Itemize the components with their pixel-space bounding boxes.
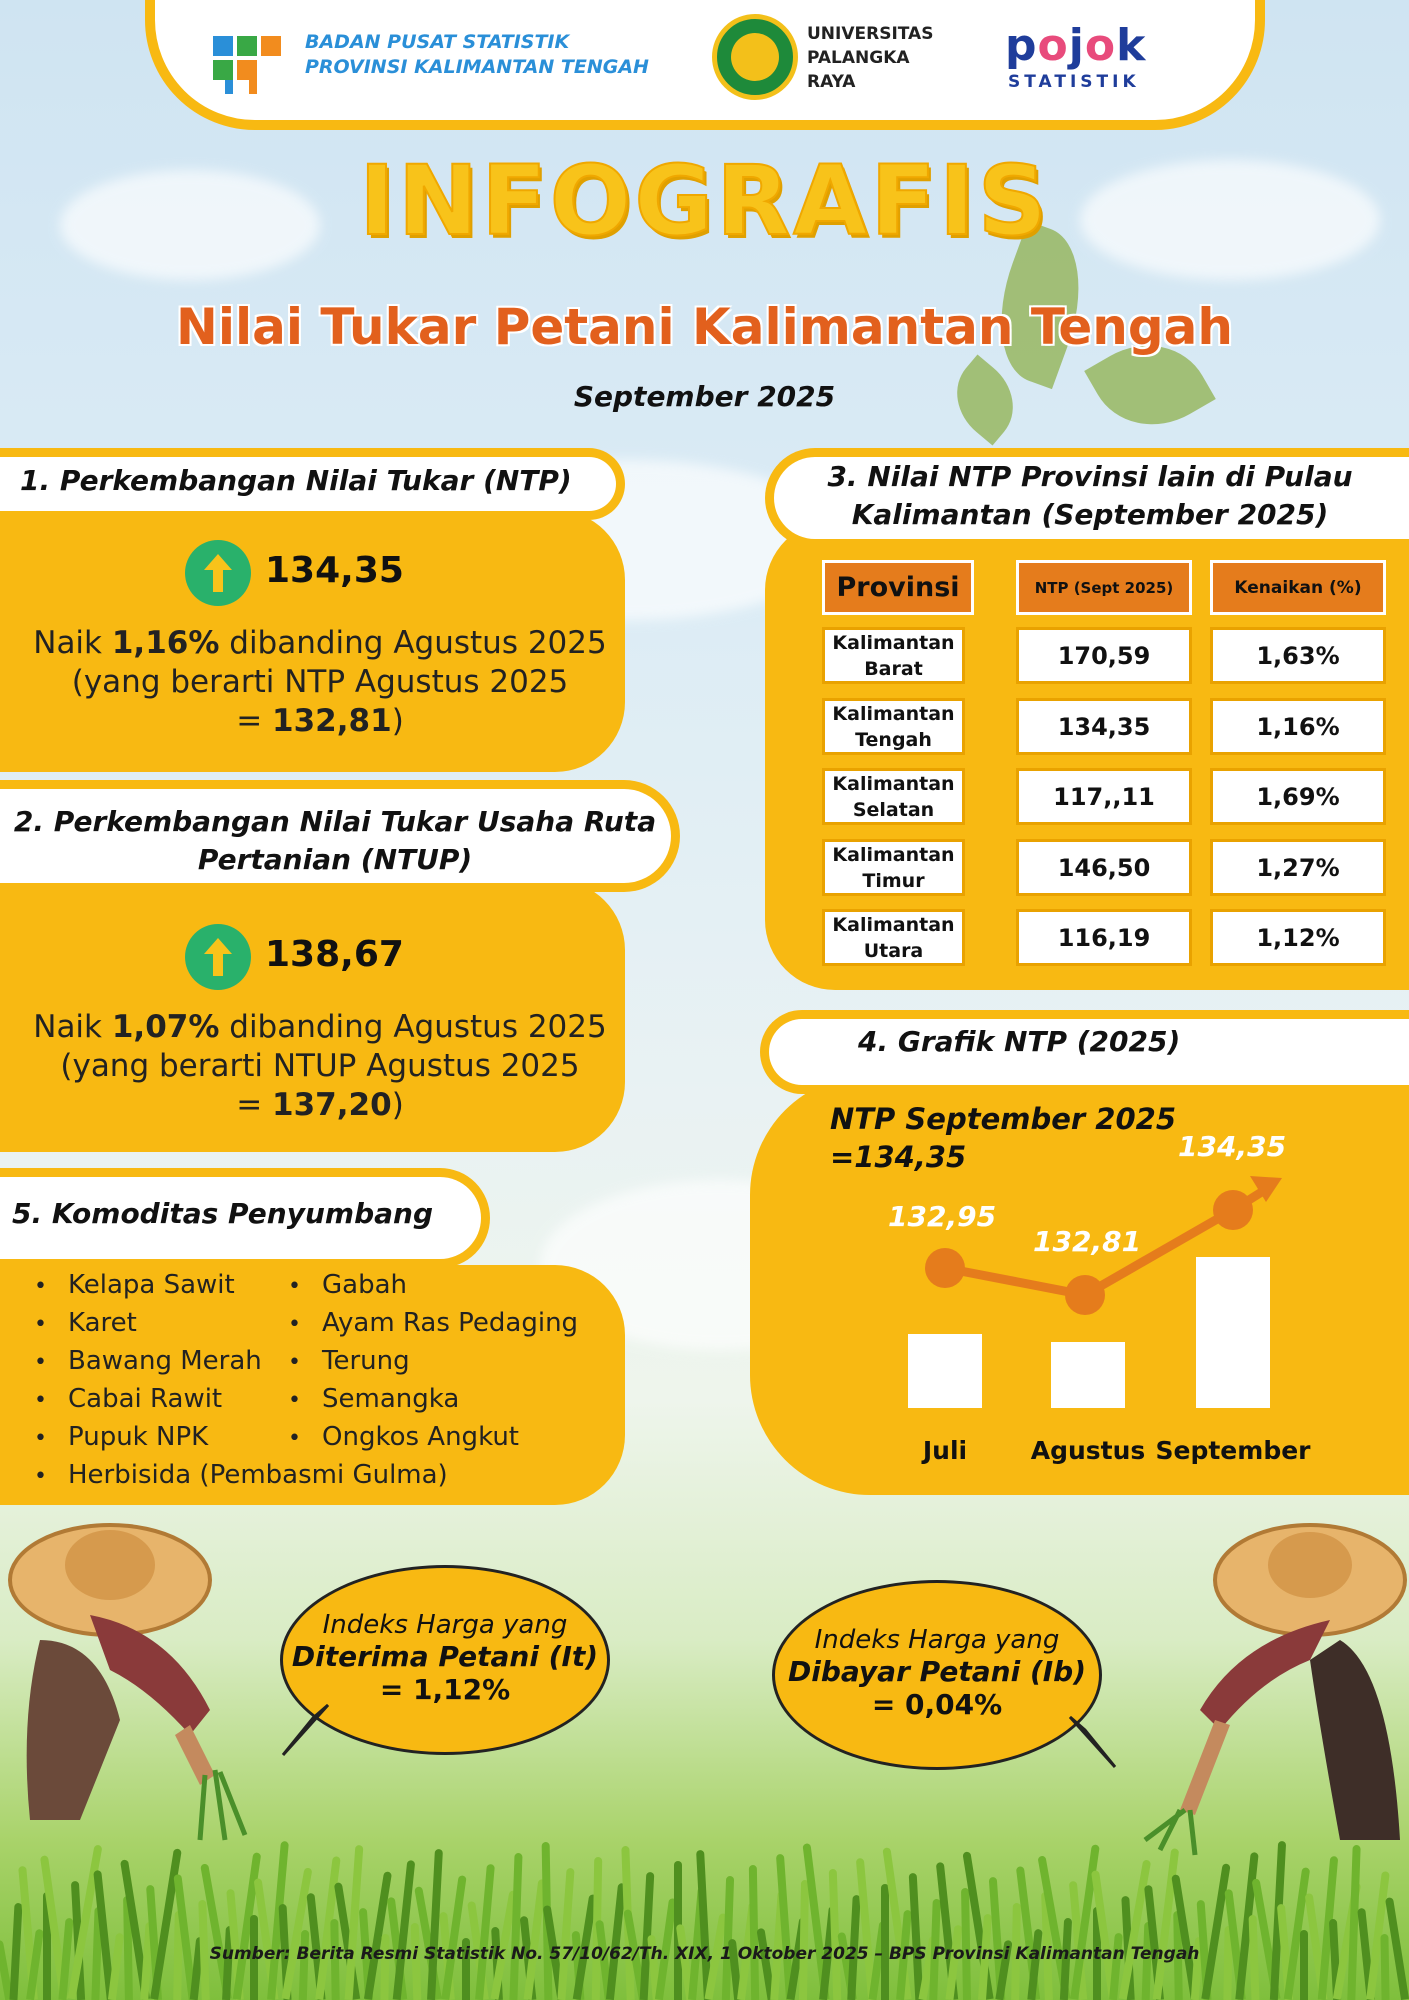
pojok-logo bbox=[1005, 22, 1146, 70]
grass-field bbox=[0, 1840, 1409, 2000]
section5-heading: 5. Komoditas Penyumbang bbox=[12, 1197, 433, 1230]
page-title: INFOGRAFIS bbox=[359, 145, 1050, 257]
grass-blade bbox=[299, 1930, 309, 2000]
table-cell-ntp: 117,,11 bbox=[1016, 768, 1192, 825]
up-arrow-icon bbox=[185, 540, 251, 606]
section3-heading-line1: 3. Nilai NTP Provinsi lain di Pulau bbox=[827, 460, 1353, 493]
table-cell-ntp: 116,19 bbox=[1016, 909, 1192, 966]
chart-caption bbox=[830, 1100, 1176, 1176]
ntp-desc-post: dibanding Agustus 2025 bbox=[219, 625, 607, 661]
ntp-previous-value: 132,81 bbox=[272, 703, 392, 739]
section2-heading-line2: Pertanian (NTUP) bbox=[197, 843, 473, 876]
table-cell-ntp: 146,50 bbox=[1016, 839, 1192, 896]
section2-heading bbox=[10, 803, 660, 879]
pojok-p: p bbox=[1005, 20, 1038, 71]
province-line2: Utara bbox=[863, 939, 924, 962]
bubble-it-line2: Diterima Petani (It) bbox=[291, 1640, 599, 1673]
bubble-tail bbox=[1060, 1712, 1120, 1772]
bubble-ib-value: = 0,04% bbox=[871, 1688, 1003, 1721]
university-name bbox=[807, 22, 933, 94]
list-item: • Pupuk NPK bbox=[34, 1419, 448, 1457]
chart-x-label: Juli bbox=[922, 1436, 968, 1465]
bps-name-line1: BADAN PUSAT STATISTIK bbox=[305, 31, 570, 53]
table-header-kenaikan: Kenaikan (%) bbox=[1210, 560, 1386, 615]
province-line2: Timur bbox=[862, 869, 925, 892]
grass-blade bbox=[799, 1880, 809, 2000]
speech-bubble-ib bbox=[772, 1580, 1102, 1770]
pojok-j: j bbox=[1068, 20, 1085, 71]
list-item: • Cabai Rawit bbox=[34, 1381, 448, 1419]
list-item: • Ayam Ras Pedaging bbox=[288, 1305, 578, 1343]
farmer-right-illustration bbox=[1140, 1510, 1409, 1860]
list-item: • Semangka bbox=[288, 1381, 578, 1419]
list-item: • Herbisida (Pembasmi Gulma) bbox=[34, 1457, 448, 1495]
province-line1: Kalimantan bbox=[832, 913, 955, 936]
source-note: Sumber: Berita Resmi Statistik No. 57/10/62/Th. XIX, 1 Oktober 2025 – BPS Provinsi Kalimantan Tengah bbox=[209, 1944, 1200, 1964]
table-cell-kenaikan: 1,27% bbox=[1210, 839, 1386, 896]
table-cell-ntp: 134,35 bbox=[1016, 698, 1192, 755]
list-item: • Karet bbox=[34, 1305, 448, 1343]
table-cell-kenaikan: 1,16% bbox=[1210, 698, 1386, 755]
ntup-description bbox=[30, 1008, 610, 1125]
ntup-desc-close: ) bbox=[391, 1087, 404, 1123]
bps-logo-icon bbox=[205, 28, 293, 98]
commodity-list-col2 bbox=[288, 1267, 578, 1457]
ntup-desc-pre: Naik bbox=[33, 1009, 112, 1045]
bubble-ib-line1: Indeks Harga yang bbox=[814, 1625, 1060, 1655]
ntup-value: 138,67 bbox=[265, 934, 404, 975]
bubble-ib-line2: Dibayar Petani (Ib) bbox=[788, 1655, 1086, 1688]
list-item: • Gabah bbox=[288, 1267, 578, 1305]
grass-blade bbox=[881, 1884, 889, 2000]
province-line2: Barat bbox=[864, 657, 923, 680]
up-arrow-icon bbox=[185, 924, 251, 990]
chart-caption-line1: NTP September 2025 bbox=[830, 1102, 1177, 1136]
university-seal-icon bbox=[712, 14, 798, 100]
section3-heading bbox=[780, 458, 1400, 534]
bubble-tail bbox=[278, 1700, 338, 1760]
ntp-value: 134,35 bbox=[265, 550, 404, 591]
ntp-desc-close: ) bbox=[391, 703, 404, 739]
table-cell-provinsi bbox=[822, 909, 965, 966]
pojok-subtitle: STATISTIK bbox=[1008, 72, 1140, 92]
chart-x-label: September bbox=[1155, 1436, 1311, 1465]
ntup-desc-eq: = bbox=[236, 1087, 273, 1123]
ntp-desc-eq: = bbox=[236, 703, 273, 739]
table-cell-kenaikan: 1,12% bbox=[1210, 909, 1386, 966]
table-cell-ntp: 170,59 bbox=[1016, 627, 1192, 684]
ntup-desc-post: dibanding Agustus 2025 bbox=[219, 1009, 607, 1045]
bps-name bbox=[305, 30, 649, 80]
table-cell-provinsi bbox=[822, 839, 965, 896]
section4-heading: 4. Grafik NTP (2025) bbox=[858, 1025, 1181, 1058]
university-name-line1: UNIVERSITAS bbox=[807, 24, 934, 44]
ntp-desc-line2: (yang berarti NTP Agustus 2025 bbox=[71, 664, 569, 700]
table-cell-kenaikan: 1,63% bbox=[1210, 627, 1386, 684]
ntup-change-percent: 1,07% bbox=[111, 1009, 220, 1045]
chart-caption-line2: =134,35 bbox=[830, 1140, 967, 1174]
pojok-o2: o bbox=[1084, 20, 1117, 71]
pojok-o1: o bbox=[1037, 20, 1069, 71]
province-line2: Tengah bbox=[855, 728, 932, 751]
page-period: September 2025 bbox=[573, 380, 836, 413]
bps-name-line2: PROVINSI KALIMANTAN TENGAH bbox=[305, 56, 649, 78]
list-item: • Ongkos Angkut bbox=[288, 1419, 578, 1457]
ntup-desc-line2: (yang berarti NTUP Agustus 2025 bbox=[60, 1048, 580, 1084]
chart-data-label: 134,35 bbox=[1178, 1130, 1287, 1163]
pojok-k: k bbox=[1116, 20, 1147, 71]
grass-blade bbox=[1300, 1930, 1308, 2000]
ntup-previous-value: 137,20 bbox=[272, 1087, 392, 1123]
chart-data-label: 132,81 bbox=[1033, 1225, 1142, 1258]
section3-heading-line2: Kalimantan (September 2025) bbox=[851, 498, 1329, 531]
chart-x-label: Agustus bbox=[1030, 1436, 1146, 1465]
province-line2: Selatan bbox=[852, 798, 935, 821]
province-line1: Kalimantan bbox=[832, 631, 955, 654]
list-item: • Bawang Merah bbox=[34, 1343, 448, 1381]
farmer-left-illustration bbox=[0, 1520, 270, 1860]
table-cell-provinsi bbox=[822, 768, 965, 825]
bubble-it-value: = 1,12% bbox=[379, 1673, 511, 1706]
list-item: • Kelapa Sawit bbox=[34, 1267, 448, 1305]
table-header-provinsi: Provinsi bbox=[822, 560, 974, 615]
province-line1: Kalimantan bbox=[832, 772, 955, 795]
section2-heading-line1: 2. Perkembangan Nilai Tukar Usaha Ruta bbox=[13, 805, 657, 838]
province-line1: Kalimantan bbox=[832, 843, 955, 866]
university-name-line2: PALANGKA bbox=[807, 48, 910, 68]
ntp-desc-pre: Naik bbox=[33, 625, 112, 661]
list-item: • Terung bbox=[288, 1343, 578, 1381]
table-header-ntp: NTP (Sept 2025) bbox=[1016, 560, 1192, 615]
province-line1: Kalimantan bbox=[832, 702, 955, 725]
table-cell-provinsi bbox=[822, 627, 965, 684]
table-cell-provinsi bbox=[822, 698, 965, 755]
section1-heading: 1. Perkembangan Nilai Tukar (NTP) bbox=[20, 464, 572, 497]
university-name-line3: RAYA bbox=[807, 72, 856, 92]
table-cell-kenaikan: 1,69% bbox=[1210, 768, 1386, 825]
bubble-it-line1: Indeks Harga yang bbox=[322, 1610, 568, 1640]
ntp-change-percent: 1,16% bbox=[111, 625, 220, 661]
chart-data-label: 132,95 bbox=[888, 1200, 997, 1233]
ntp-description bbox=[30, 624, 610, 741]
page-subtitle: Nilai Tukar Petani Kalimantan Tengah bbox=[176, 298, 1233, 356]
